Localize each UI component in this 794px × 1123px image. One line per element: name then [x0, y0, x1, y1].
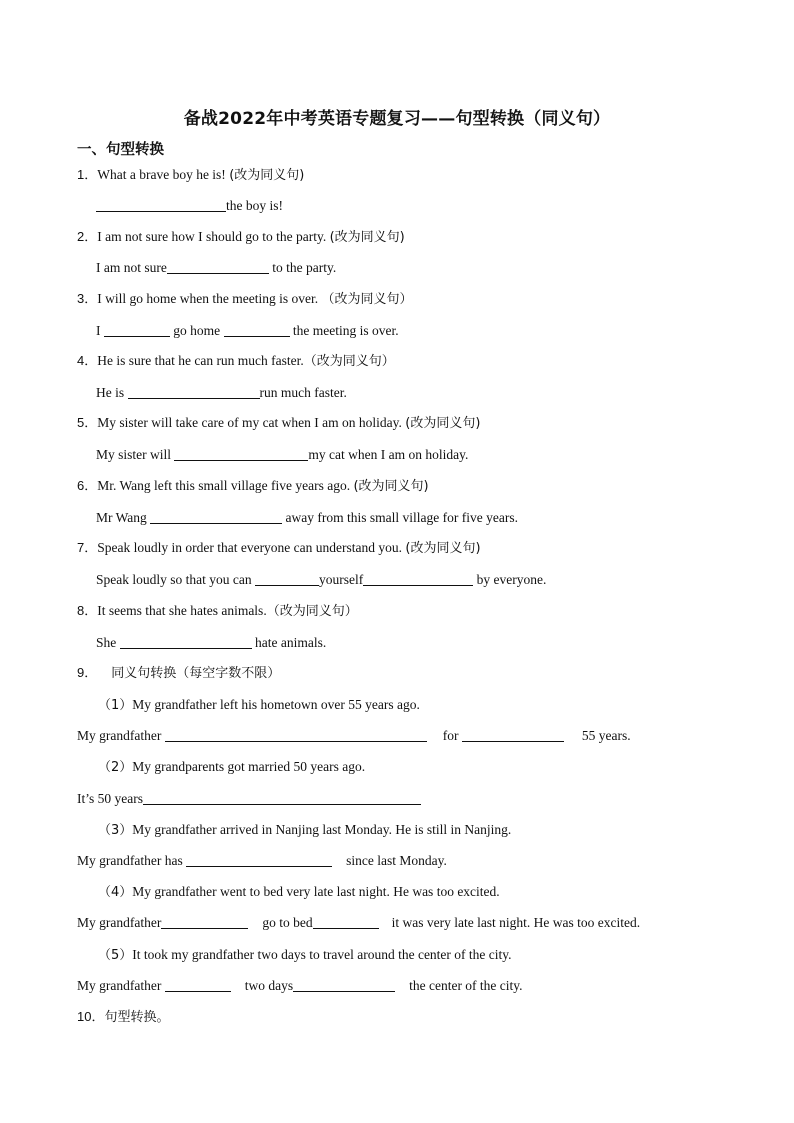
- answer-text: Mr Wang: [96, 510, 151, 525]
- question-number: 4．: [77, 353, 98, 368]
- answer-text: I: [96, 323, 104, 338]
- answer-text: to the party.: [268, 260, 337, 275]
- sub-text: My grandfather went to bed very late last night. He was too excited.: [132, 884, 500, 899]
- answer-text: the center of the city.: [409, 978, 523, 993]
- question-text: I will go home when the meeting is over.: [97, 291, 322, 306]
- answer-text: by everyone.: [473, 572, 547, 587]
- answer-text: my cat when I am on holiday.: [308, 447, 469, 462]
- answer-text: hate animals.: [251, 635, 327, 650]
- sub-text: My grandfather arrived in Nanjing last Monday. He is still in Nanjing.: [132, 822, 512, 837]
- sub-answer-3: [77, 852, 447, 870]
- question-5: [77, 414, 480, 433]
- answer-blank[interactable]: [165, 977, 231, 992]
- sub-number: （1）: [98, 698, 133, 713]
- answer-text: go to bed: [262, 915, 313, 930]
- answer-text: Speak loudly so that you can: [96, 572, 255, 587]
- question-text: What a brave boy he is!: [97, 167, 230, 182]
- answer-blank[interactable]: [161, 914, 248, 929]
- answer-text: My grandfather: [77, 978, 165, 993]
- answer-blank[interactable]: [313, 914, 379, 929]
- answer-line-8: [96, 634, 326, 652]
- question-text: He is sure that he can run much faster.: [97, 353, 304, 368]
- instruction-note: （改为同义句）: [266, 604, 358, 619]
- answer-text: two days: [244, 978, 294, 993]
- answer-blank[interactable]: [120, 634, 252, 649]
- sub-answer-1: [77, 727, 631, 745]
- question-text: Speak loudly in order that everyone can understand you.: [97, 540, 406, 555]
- answer-blank[interactable]: [167, 259, 269, 274]
- answer-line-7: [96, 571, 546, 589]
- sub-text: My grandfather left his hometown over 55 years ago.: [132, 697, 420, 712]
- instruction-note: （改为同义句）: [321, 292, 413, 307]
- question-text: It seems that she hates animals.: [97, 603, 267, 618]
- section-heading: 一、句型转换: [77, 142, 164, 158]
- question-7: [77, 539, 481, 558]
- answer-blank[interactable]: [104, 322, 170, 337]
- sub-text: My grandparents got married 50 years ago.: [132, 759, 366, 774]
- answer-blank[interactable]: [174, 446, 308, 461]
- answer-text: away from this small village for five years.: [282, 510, 518, 525]
- answer-blank[interactable]: [150, 509, 282, 524]
- answer-text: I am not sure: [96, 260, 167, 275]
- answer-line-1: [96, 197, 283, 215]
- question-8: [77, 602, 358, 621]
- answer-text: It’s 50 years: [77, 791, 143, 806]
- question-number: 6．: [77, 478, 98, 493]
- answer-text: yourself: [318, 572, 364, 587]
- answer-line-6: [96, 509, 518, 527]
- answer-blank[interactable]: [143, 790, 421, 805]
- answer-line-3: [96, 322, 399, 340]
- answer-blank[interactable]: [293, 977, 395, 992]
- answer-line-2: [96, 259, 336, 277]
- question-number: 9．: [77, 665, 98, 680]
- sub-number: （2）: [98, 760, 133, 775]
- sub-answer-4: [77, 914, 640, 932]
- sub-number: （5）: [98, 948, 133, 963]
- sub-answer-5: [77, 977, 523, 995]
- answer-text: My grandfather has: [77, 853, 187, 868]
- answer-text: My grandfather: [77, 915, 162, 930]
- answer-blank[interactable]: [462, 727, 564, 742]
- instruction-note: (改为同义句): [229, 168, 305, 183]
- sub-question-4: [98, 883, 500, 902]
- answer-text: She: [96, 635, 120, 650]
- answer-text: go home: [169, 323, 224, 338]
- answer-blank[interactable]: [128, 384, 260, 399]
- instruction-note: (改为同义句): [405, 416, 481, 431]
- question-10: [77, 1008, 169, 1027]
- answer-line-4: [96, 384, 347, 402]
- answer-blank[interactable]: [255, 571, 319, 586]
- sub-number: （3）: [98, 823, 133, 838]
- sub-question-2: [98, 758, 365, 777]
- sub-question-1: [98, 696, 420, 715]
- instruction-note: (改为同义句): [329, 230, 405, 245]
- instruction-note: (改为同义句): [405, 541, 481, 556]
- instruction-note: (改为同义句): [353, 479, 429, 494]
- sub-answer-2: [77, 790, 421, 808]
- question-text: Mr. Wang left this small village five years ago.: [97, 478, 354, 493]
- answer-text: My sister will: [96, 447, 175, 462]
- question-9: [77, 664, 280, 683]
- question-text: 同义句转换（每空字数不限）: [111, 666, 281, 681]
- question-number: 10．: [77, 1009, 105, 1024]
- question-text: 句型转换。: [104, 1010, 170, 1025]
- answer-text: He is: [96, 385, 128, 400]
- question-text: My sister will take care of my cat when I am on holiday.: [97, 415, 406, 430]
- answer-text: it was very late last night. He was too excited.: [391, 915, 641, 930]
- page-title: 备战2022年中考英语专题复习——句型转换（同义句）: [183, 109, 611, 129]
- question-number: 1．: [77, 167, 98, 182]
- answer-text: the boy is!: [226, 198, 283, 213]
- question-number: 3．: [77, 291, 98, 306]
- question-6: [77, 477, 429, 496]
- sub-question-3: [98, 821, 511, 840]
- sub-text: It took my grandfather two days to travel around the center of the city.: [132, 947, 512, 962]
- question-3: [77, 290, 412, 309]
- sub-question-5: [98, 946, 512, 965]
- question-number: 2．: [77, 229, 98, 244]
- instruction-note: （改为同义句）: [303, 354, 395, 369]
- answer-text: 55 years.: [581, 728, 631, 743]
- question-text: I am not sure how I should go to the party.: [97, 229, 330, 244]
- answer-blank[interactable]: [165, 727, 427, 742]
- answer-text: My grandfather: [77, 728, 165, 743]
- question-4: [77, 352, 395, 371]
- sub-number: （4）: [98, 885, 133, 900]
- question-number: 5．: [77, 415, 98, 430]
- answer-blank[interactable]: [363, 571, 473, 586]
- answer-blank[interactable]: [186, 852, 332, 867]
- answer-blank[interactable]: [96, 197, 226, 212]
- question-2: [77, 228, 405, 247]
- question-number: 7．: [77, 540, 98, 555]
- question-number: 8．: [77, 603, 98, 618]
- question-1: [77, 166, 304, 185]
- answer-text: run much faster.: [259, 385, 347, 400]
- answer-text: the meeting is over.: [289, 323, 399, 338]
- answer-blank[interactable]: [224, 322, 290, 337]
- answer-text: since last Monday.: [346, 853, 447, 868]
- answer-text: for: [442, 728, 462, 743]
- answer-line-5: [96, 446, 468, 464]
